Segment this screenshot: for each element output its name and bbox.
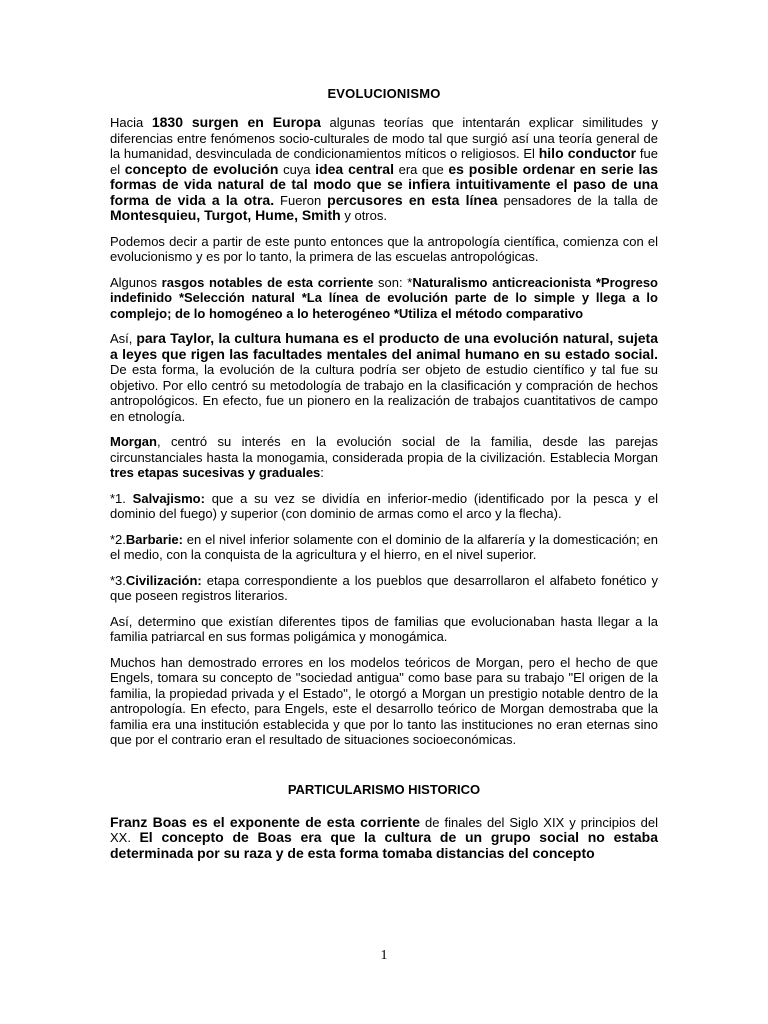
text-run: : bbox=[320, 465, 324, 480]
paragraph-familias: Así, determino que existían diferentes tipos de familias que evolucionaban hasta llegar a la familia patriarcal en sus formas poligámica y monogámica. bbox=[110, 613, 658, 644]
page-number: 1 bbox=[380, 948, 388, 963]
text-run: de finales del Siglo XIX y principios del XX. bbox=[110, 814, 658, 845]
text-run: Así, bbox=[110, 331, 137, 346]
paragraph-boas bbox=[110, 815, 658, 862]
text-run: *2. bbox=[110, 531, 126, 547]
text-run: algunas teorías que intentarán explicar similitudes y diferencias entre fenómenos socio-culturales de modo tal que surgió así una teoría general de la humanidad, desvinculada de condicionamientos míticos o religiosos. El bbox=[110, 115, 658, 161]
paragraph-salvajismo bbox=[110, 491, 658, 522]
paragraph-taylor bbox=[110, 331, 658, 424]
paragraph-rasgos bbox=[110, 275, 658, 322]
paragraph-civilizacion bbox=[110, 573, 658, 604]
paragraph-engels: Muchos han demostrado errores en los modelos teóricos de Morgan, pero el hecho de que Engels, tomara su concepto de "sociedad antigua" como base para su trabajo "El origen de la familia, la propiedad privada y el Estado", le otorgó a Morgan un prestigio notable dentro de la antropología. En efecto, para Engels, este el desarrollo teórico de Morgan demostraba que la familia era una institución establecida y que por lo tanto las instituciones no eran eternas sino que por el contrario eran el resultado de situaciones socioeconómicas. bbox=[110, 654, 658, 747]
bold-text: Salvajismo: bbox=[132, 490, 205, 506]
text-run: cuya bbox=[278, 161, 316, 177]
text-run: pensadores de la talla de bbox=[497, 192, 659, 208]
text-run: Hacia bbox=[110, 115, 152, 130]
bold-text: es posible ordenar en serie las formas de vida natural de tal modo que se infiera intuitivamente el paso de una forma de vida a la otra. bbox=[110, 160, 658, 208]
text-run: era que bbox=[393, 161, 449, 177]
bold-text: idea central bbox=[315, 160, 394, 177]
section-title: PARTICULARISMO HISTORICO bbox=[287, 781, 481, 797]
text-run: son: * bbox=[373, 274, 413, 290]
bold-text: rasgos notables de esta corriente bbox=[161, 274, 374, 290]
text-run: fue el bbox=[110, 146, 659, 177]
bold-text: concepto de evolución bbox=[124, 160, 279, 177]
bold-text: tres etapas sucesivas y graduales bbox=[110, 465, 321, 480]
paragraph-morgan bbox=[110, 434, 658, 481]
bold-text: El concepto de Boas era que la cultura de un grupo social no estaba determinada por su raza y de esta forma tomaba distancias del concepto bbox=[110, 829, 658, 861]
bold-text: Morgan bbox=[110, 434, 157, 449]
paragraph-barbarie bbox=[110, 532, 658, 563]
bold-text: hilo conductor bbox=[538, 145, 637, 161]
text-run: *3. bbox=[110, 572, 126, 588]
text-run: Fueron bbox=[274, 192, 328, 208]
paragraph-intro bbox=[110, 115, 658, 224]
bold-text: Franz Boas es el exponente de esta corriente bbox=[110, 813, 421, 830]
bold-text: Montesquieu, Turgot, Hume, Smith bbox=[110, 207, 341, 223]
text-run: , centró su interés en la evolución social de la familia, desde las parejas circunstanciales hasta la monogamia, considerada propia de la civilización. Establecia Morgan bbox=[110, 434, 658, 465]
bold-text: 1830 surgen en Europa bbox=[151, 114, 321, 130]
bold-text: percusores en esta línea bbox=[327, 191, 498, 208]
bold-text: para Taylor, la cultura humana es el producto de una evolución natural, sujeta a leyes que rigen las facultades mentales del animal humano en su estado social. bbox=[110, 330, 658, 362]
text-run: y otros. bbox=[340, 208, 387, 223]
text-run: *1. bbox=[110, 490, 133, 506]
text-run: que a su vez se dividía en inferior-medio (identificado por la pesca y el dominio del fuego) y superior (con dominio de armas como el arco y la flecha). bbox=[110, 490, 659, 521]
bold-text: Naturalismo anticreacionista *Progreso indefinido *Selección natural *La línea de evolución parte de lo simple y llega a lo complejo; de lo homogéneo a lo heterogéneo *Utiliza el método comparativo bbox=[110, 274, 658, 321]
bold-text: Barbarie: bbox=[125, 531, 183, 547]
text-run: Algunos bbox=[110, 274, 162, 290]
text-run: en el nivel inferior solamente con el dominio de la alfarería y la domesticación; en el medio, con la conquista de la agricultura y el hierro, en el nivel superior. bbox=[110, 531, 658, 562]
document-title: EVOLUCIONISMO bbox=[327, 86, 441, 101]
bold-text: Civilización: bbox=[125, 572, 202, 588]
text-run: De esta forma, la evolución de la cultura podría ser objeto de estudio científico y tal fue su objetivo. Por ello centró su metodología de trabajo en la clasificación y compración de hechos antropológicos. En efecto, fue un pionero en la realización de trabajos cuantitativos de campo en etnología. bbox=[110, 362, 658, 424]
text-run: etapa correspondiente a los pueblos que desarrollaron el alfabeto fonético y que poseen registros literarios. bbox=[110, 572, 658, 603]
paragraph-antropologia: Podemos decir a partir de este punto entonces que la antropología científica, comienza con el evolucionismo y es por lo tanto, la primera de las escuelas antropológicas. bbox=[110, 233, 658, 264]
